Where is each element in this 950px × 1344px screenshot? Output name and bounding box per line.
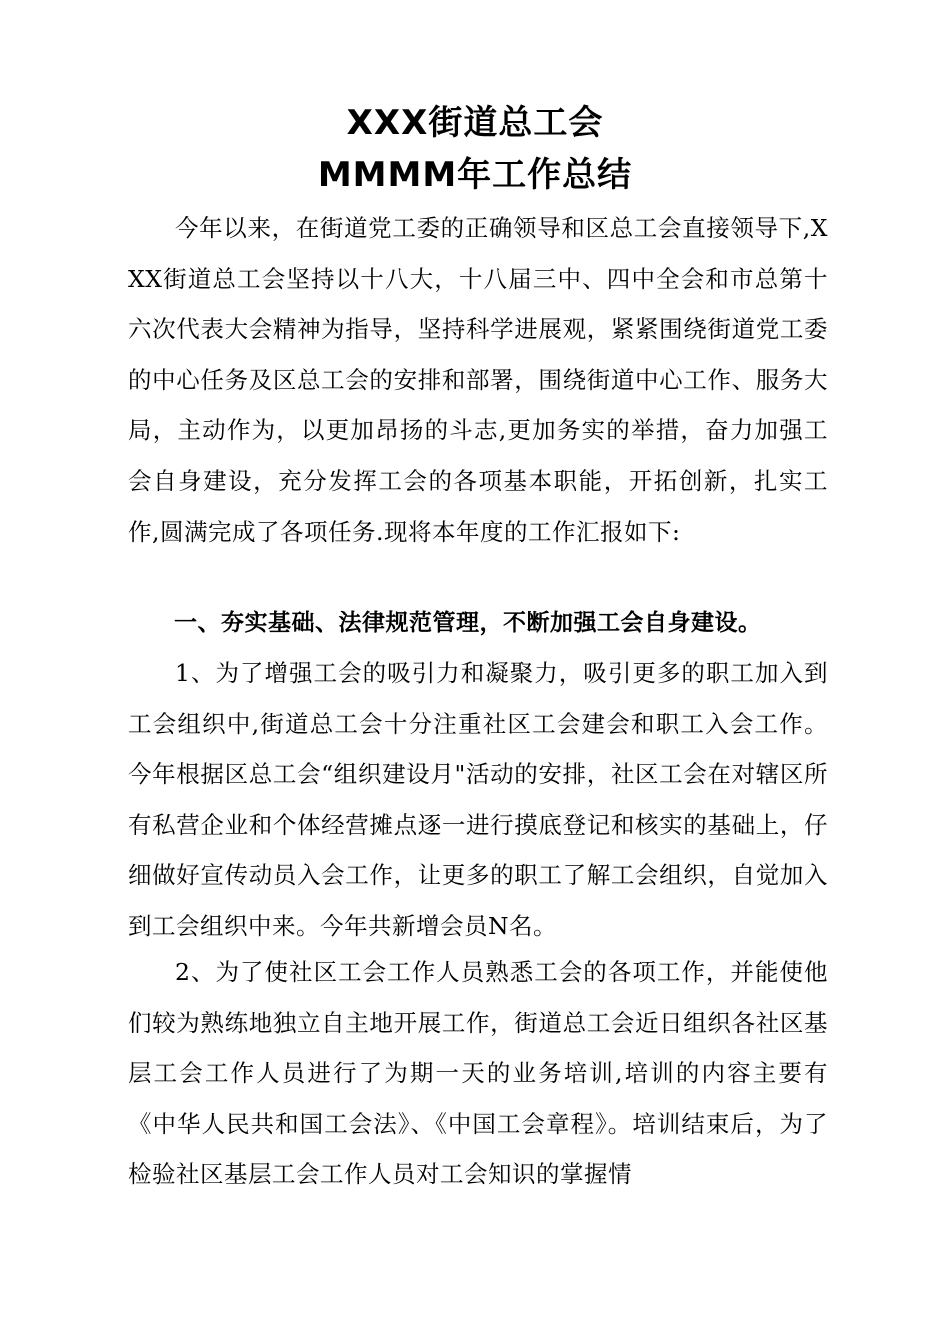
document-title-line-2: MMMM年工作总结	[317, 155, 633, 195]
document-title-line-1: XXX街道总工会	[346, 103, 604, 143]
body-paragraph-2: 2、为了使社区工会工作人员熟悉工会的各项工作，并能使他们较为熟练地独立自主地开展工作，街道总工会近日组织各社区基层工会工作人员进行了为期一天的业务培训,培训的内容主要有《中华人民共和国工会法》、《中国工会章程》。培训结束后，为了检验社区基层工会工作人员对工会知识的掌握情	[128, 958, 828, 1189]
body-paragraph-1: 1、为了增强工会的吸引力和凝聚力，吸引更多的职工加入到工会组织中,街道总工会十分注重社区工会建会和职工入会工作。今年根据区总工会“组织建设月"活动的安排，社区工会在对辖区所有私营企业和个体经营摊点逐一进行摸底登记和核实的基础上，仔细做好宣传动员入会工作，让更多的职工了解工会组织，自觉加入到工会组织中来。今年共新增会员N名。	[128, 659, 828, 940]
intro-paragraph: 今年以来，在街道党工委的正确领导和区总工会直接领导下,XXX街道总工会坚持以十八大，十八届三中、四中全会和市总第十六次代表大会精神为指导，坚持科学进展观，紧紧围绕街道党工委的中心任务及区总工会的安排和部署，围绕街道中心工作、服务大局，主动作为，以更加昂扬的斗志,更加务实的举措，奋力加强工会自身建设，充分发挥工会的各项基本职能，开拓创新，扎实工作,圆满完成了各项任务.现将本年度的工作汇报如下:	[128, 214, 828, 546]
section-heading-1: 一、夯实基础、法律规范管理，不断加强工会自身建设。	[174, 610, 762, 636]
